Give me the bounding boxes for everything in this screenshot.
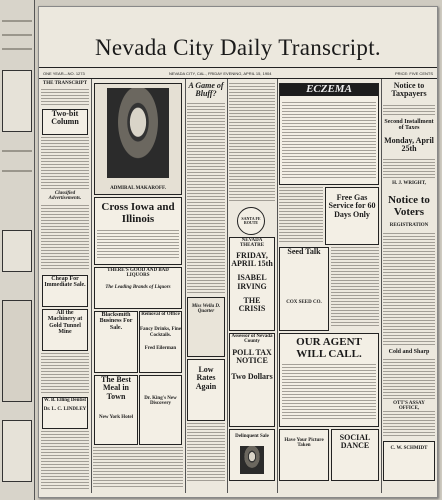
two-bit-column-box	[42, 109, 88, 135]
adjacent-page-strip	[0, 0, 35, 500]
cross-iowa-ad	[94, 197, 182, 265]
santa-fe-logo	[237, 207, 265, 235]
registration-heading: REGISTRATION	[389, 223, 429, 228]
free-gas-ad	[325, 187, 379, 245]
irving-heading: ISABEL IRVING	[237, 273, 267, 291]
machinery-heading: All the Machinery at Gold Tunnel Mine	[47, 310, 83, 335]
social-dance-heading: SOCIAL DANCE	[339, 433, 371, 451]
delinquent-heading: Delinquent Sale	[235, 434, 269, 439]
crisis-heading: THE CRISIS	[238, 296, 266, 314]
assay-heading: OTT'S ASSAY OFFICE,	[393, 401, 425, 412]
fancy-drinks-heading: Fancy Drinks, Fine Cocktails.	[140, 327, 181, 338]
picture-heading: Have Your Picture Taken	[284, 438, 324, 449]
miss-quarter-heading: Miss Wella D. Quarter	[191, 304, 221, 315]
two-bit-heading: Two-bit Column	[51, 109, 79, 127]
blacksmith-heading: Blacksmith Business For Sale.	[99, 312, 133, 331]
dateline-left: ONE YEAR—NO. 1273	[43, 71, 85, 76]
newspaper-page	[38, 6, 438, 498]
masthead-title: Nevada City Daily Transcript.	[95, 35, 381, 60]
column-theatre	[227, 79, 278, 493]
removal-heading: Removal of Office	[141, 312, 180, 317]
column-notices	[381, 79, 437, 493]
lindley-heading: Dr. L. C. LINDLEY	[43, 407, 87, 413]
schmidt-ad	[383, 441, 435, 481]
machinery-box	[42, 309, 88, 351]
dateline-center: NEVADA CITY, CAL., FRIDAY EVENING, APRIL 15, 1904	[169, 71, 272, 76]
cheap-sale-box	[42, 275, 88, 307]
column-ads-right	[277, 79, 382, 493]
eczema-ad	[279, 83, 379, 185]
free-gas-heading: Free Gas Service for 60 Days Only	[328, 193, 376, 219]
low-rates-ad	[187, 359, 225, 421]
second-installment: Second Installment of Taxes	[384, 119, 434, 132]
good-bad-heading: THERE'S GOOD AND BAD LIQUORS	[107, 268, 169, 279]
seed-talk-heading: Seed Talk	[287, 247, 321, 256]
eczema-heading: ECZEMA	[280, 84, 378, 96]
dentist-box	[42, 397, 88, 429]
theatre-heading: NEVADA THEATRE	[239, 238, 265, 249]
our-agent-heading: OUR AGENT WILL CALL.	[296, 336, 362, 360]
theatre-date: FRIDAY, APRIL 15th	[231, 250, 273, 268]
cheap-sale-heading: Cheap For Immediate Sale.	[44, 276, 86, 289]
taxpayers-heading: Notice to Taxpayers	[391, 81, 427, 99]
column-two	[91, 79, 186, 493]
blacksmith-ad	[94, 311, 138, 373]
removal-ad	[139, 311, 182, 373]
cox-seed-heading: COX SEED CO.	[286, 300, 322, 306]
delinquent-ad	[229, 429, 275, 481]
liquors-ad	[94, 267, 182, 309]
cold-sharp-heading: Cold and Sharp	[388, 349, 430, 355]
two-dollars-heading: Two Dollars	[231, 372, 273, 382]
portrait-frame	[94, 83, 182, 195]
dateline	[39, 67, 437, 79]
eilerman-heading: Fred Eilerman	[144, 345, 177, 351]
best-meal-heading: The Best Meal in Town	[101, 375, 131, 401]
portrait-caption: ADMIRAL MAKAROFF.	[110, 185, 166, 191]
voters-heading: Notice to Voters	[388, 194, 430, 218]
column-classifieds	[39, 79, 92, 493]
assessor-heading: Assessor of Nevada County	[231, 334, 273, 345]
santa-fe-text: SANTA FE ROUTE	[241, 216, 261, 226]
best-brands-heading: The Leading Brands of Liquors	[105, 284, 171, 290]
low-rates-heading: Low Rates Again	[195, 365, 217, 391]
poll-tax-ad	[229, 333, 275, 427]
wright-signature: H. J. WRIGHT,	[392, 181, 426, 186]
ny-hotel-heading: New York Hotel	[99, 415, 133, 421]
cross-iowa-heading: Cross Iowa and Illinois	[101, 201, 175, 225]
king-heading: Dr. King's New Discovery	[144, 396, 177, 407]
small-portrait	[240, 446, 264, 474]
classified-heading: Classified Advertisements.	[48, 191, 82, 202]
schmidt-heading: C. W. SCHMIDT	[390, 446, 428, 451]
column-news	[185, 79, 228, 493]
king-discovery-ad	[139, 375, 182, 445]
dentist-heading: W. B. Elling Dentist	[43, 398, 87, 403]
our-agent-ad	[279, 333, 379, 427]
seed-talk-ad	[279, 247, 329, 331]
poll-tax-heading: POLL TAX NOTICE	[232, 347, 272, 365]
miss-quarter-ad	[187, 297, 225, 357]
theatre-ad	[229, 237, 275, 331]
dateline-right: PRICE: FIVE CENTS	[394, 71, 433, 76]
transcript-label: THE TRANSCRIPT	[42, 81, 88, 86]
bluff-headline: A Game of Bluff?	[188, 81, 224, 99]
social-dance-ad	[331, 429, 379, 481]
admiral-portrait	[107, 88, 169, 178]
monday-heading: Monday, April 25th	[384, 136, 434, 154]
picture-ad	[279, 429, 329, 481]
best-meal-ad	[94, 375, 138, 445]
